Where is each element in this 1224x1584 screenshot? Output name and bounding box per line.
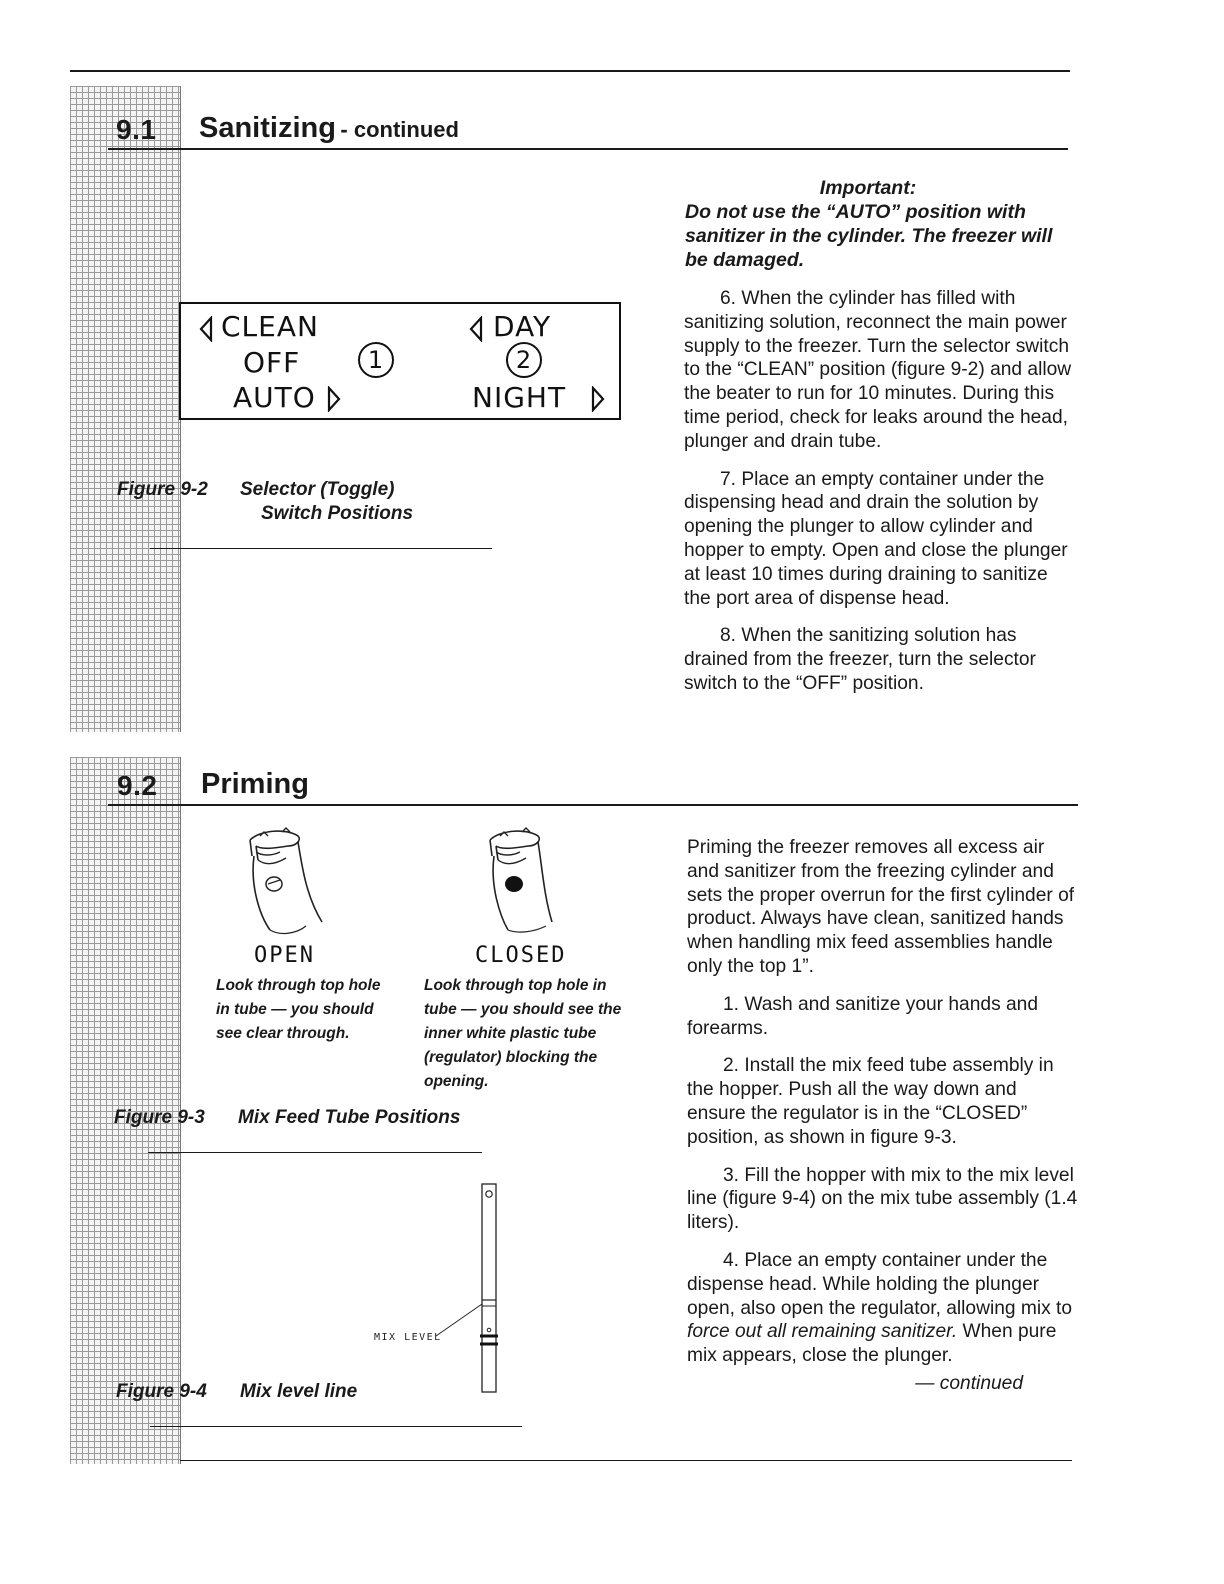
switch-off-label: OFF [243,346,301,379]
mix-feed-tube-closed-drawing [478,826,578,940]
figure-9-3-label: Figure 9-3 [114,1107,205,1128]
triangle-left-icon [199,316,213,342]
important-note: Do not use the “AUTO” position with sanitizer in the cylinder. The freezer will be damaged. [685,201,1053,271]
section-title: Sanitizing [199,112,336,144]
step-4-emphasis: force out all remaining sanitizer. [687,1321,958,1343]
mix-feed-tube-open-drawing [236,826,336,940]
step-3: 3. Fill the hopper with mix to the mix level line (figure 9-4) on the mix tube assembly (1.4 liters). [687,1164,1078,1234]
figure-9-4-label: Figure 9-4 [116,1381,207,1402]
switch-auto-label: AUTO [233,381,316,414]
switch-2-badge [506,342,542,378]
section-number: 9.2 [117,770,158,801]
important-heading: Important: [819,177,917,199]
figure-9-2-label: Figure 9-2 [117,479,208,500]
figure-9-3-rule [148,1152,482,1153]
figure-9-3-caption: Mix Feed Tube Positions [238,1107,461,1128]
section-subtitle: - continued [340,117,459,142]
page-bottom-rule [180,1460,1072,1461]
closed-caption: Look through top hole in tube — you should see the inner white plastic tube (regulator) blocking the opening. [424,977,622,1090]
switch-1-number: 1 [367,346,385,374]
step-8: 8. When the sanitizing solution has drained from the freezer, turn the selector switch to the “OFF” position. [684,625,1036,694]
figure-9-2-caption-line1: Selector (Toggle) [240,479,395,500]
switch-2-number: 2 [515,346,533,374]
section-heading [199,112,459,145]
step-1: 1. Wash and sanitize your hands and forearms. [687,993,1039,1039]
priming-text [687,836,1079,1396]
section-92-rule [108,804,1078,806]
switch-clean-label: CLEAN [221,310,319,343]
selector-switch-panel [179,302,621,420]
figure-9-4-rule [150,1426,522,1427]
step-6: 6. When the cylinder has filled with sanitizing solution, reconnect the main power supply to the freezer. Turn the selector switch to the “CLEAN” position (figure 9-2) and allow the beater to run for 10 minutes. During this time period, check for leaks around the head, plunger and drain tube. [684,288,1072,452]
priming-intro: Priming the freezer removes all excess air and sanitizer from the freezing cylinder and sets the proper overrun for the first cylinder of product. Always have clean, sanitized hands when handling mix feed assemblies handle only the top 1”. [687,837,1075,977]
figure-9-2-caption-line2: Switch Positions [261,503,414,524]
step-2: 2. Install the mix feed tube assembly in the hopper. Push all the way down and ensure the regulator is in the “CLOSED” position, as shown in figure 9-3. [687,1055,1054,1148]
page-top-rule [70,70,1070,72]
mix-tube-drawing [370,1180,510,1396]
section-title: Priming [201,768,309,800]
mix-level-label: MIX LEVEL [374,1332,442,1343]
figure-9-4-caption: Mix level line [240,1381,358,1402]
section-number: 9.1 [116,114,157,145]
step-4 [687,1249,1079,1368]
switch-day-label: DAY [493,310,552,343]
switch-night-label: NIGHT [472,381,567,414]
open-caption: Look through top hole in tube — you should see clear through. [216,977,381,1042]
step-4-text-b: When pure mix appears, close the plunger. [687,1321,1057,1367]
triangle-right-icon [591,386,605,412]
sanitizing-steps [684,287,1076,710]
closed-label: CLOSED [475,943,567,968]
open-label: OPEN [254,943,315,968]
triangle-left-icon [469,316,483,342]
triangle-right-icon [327,386,341,412]
step-4-text-a: 4. Place an empty container under the dispense head. While holding the plunger open, also open the regulator, allowing mix to [687,1249,1073,1319]
continued-note: — continued [915,1372,1023,1394]
section-91-grid-strip [70,86,181,732]
figure-9-2-rule [150,548,492,549]
section-91-rule [108,148,1068,150]
step-7: 7. Place an empty container under the dispensing head and drain the solution by opening the plunger to allow cylinder and hopper to empty. Open and close the plunger at least 10 times during draining to sanitize the port area of dispense head. [684,468,1068,609]
switch-1-badge [358,342,394,378]
